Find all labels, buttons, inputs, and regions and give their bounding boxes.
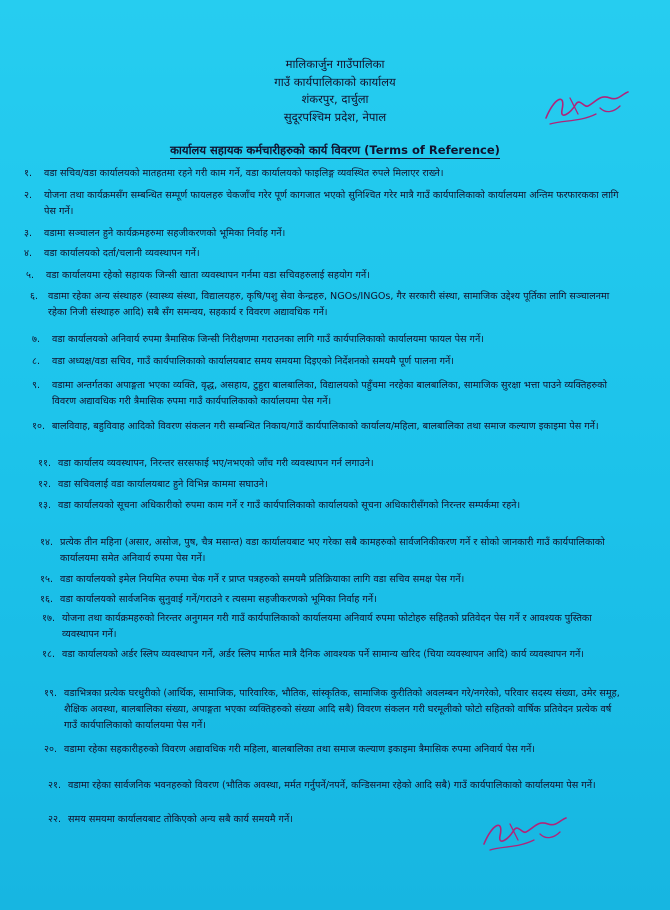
signature-bottom: [478, 808, 570, 858]
term-number: ८.: [32, 356, 41, 367]
term-number: ३.: [24, 228, 33, 239]
term-text: वडामा अन्तर्गतका अपाङ्गता भएका व्यक्ति, वृद्ध, असहाय, टुहुरा बालबालिका, विद्यालयको पहुँचमा नरहेका बालबालिका, सामाजिक सुरक्षा भत्ता पाउने व्यक्तिहरुको विवरण अद्यावधिक गरी त्रैमासिक रुपमा गाउँ कार्यपालिकाको कार्यालयमा पेस गर्ने।: [52, 380, 607, 407]
term-number: १७.: [42, 613, 56, 624]
term-number: ७.: [32, 334, 41, 345]
term-text: समय समयमा कार्यालयबाट तोकिएको अन्य सबै कार्य समयमै गर्ने।: [68, 814, 293, 825]
term-text: वडा कार्यालयमा रहेको सहायक जिन्सी खाता व्यवस्थापन गर्नमा वडा सचिवहरुलाई सहयोग गर्ने।: [46, 270, 370, 281]
term-text: वडामा रहेका अन्य संस्थाहरु (स्वास्थ्य संस्था, विद्यालयहरु, कृषि/पशु सेवा केन्द्रहरु, NGOs/INGOs, गैर सरकारी संस्था, सामाजिक उद्देश्य पूर्तिका लागि सञ्चालनमा रहेका निजी संस्थाहरु आदि) सबै सँग समन्वय, सहकार्य र विवरण अद्यावधिक गर्ने।: [48, 291, 610, 318]
term-number: १५.: [40, 574, 54, 585]
term-number: १४.: [40, 537, 54, 548]
document-title: कार्यालय सहायक कर्मचारीहरुको कार्य विवरण (Terms of Reference): [170, 143, 500, 157]
term-text: वडामा रहेका सार्वजनिक भवनहरुको विवरण (भौतिक अवस्था, मर्मत गर्नुपर्ने/नपर्ने, कन्डिसनमा रहेको आदि सबै) गाउँ कार्यपालिकाको कार्यालयमा पेस गर्ने।: [68, 780, 596, 791]
term-number: ६.: [30, 291, 39, 302]
term-text: वडा कार्यालयको अनिवार्य रुपमा त्रैमासिक जिन्सी निरीक्षणमा गराउनका लागि गाउँ कार्यपालिकाको कार्यालयमा फायल पेस गर्ने।: [52, 334, 484, 345]
term-text: वडा सचिवलाई वडा कार्यालयबाट हुने विभिन्न काममा सघाउने।: [58, 479, 268, 490]
term-text: बालविवाह, बहुविवाह आदिको विवरण संकलन गरी सम्बन्धित निकाय/गाउँ कार्यपालिकाको कार्यालय/महिला, बालबालिका तथा समाज कल्याण इकाइमा पेस गर्ने।: [52, 421, 599, 432]
term-text: वडा सचिव/वडा कार्यालयको मातहतमा रहने गरी काम गर्ने, वडा कार्यालयको फाइलिङ्ग व्यवस्थित रुपले मिलाएर राख्ने।: [44, 168, 444, 179]
term-number: १३.: [38, 500, 52, 511]
term-text: योजना तथा कार्यक्रमहरुको निरन्तर अनुगमन गरी गाउँ कार्यपालिकाको कार्यालयमा अनिवार्य रुपमा फोटोहरु सहितको प्रतिवेदन पेस गर्ने र आवश्यक पुस्तिका व्यवस्थापन गर्ने।: [62, 613, 592, 640]
term-text: वडा कार्यालयको अर्डर स्लिप व्यवस्थापन गर्ने, अर्डर स्लिप मार्फत मात्रै दैनिक आवश्यक पर्ने सामान्य खरिद (चिया व्यवस्थापन आदि) कार्य व्यवस्थापन गर्ने।: [62, 649, 584, 660]
term-text: वडामा सञ्चालन हुने कार्यक्रमहरुमा सहजीकरणको भूमिका निर्वाह गर्ने।: [44, 228, 286, 239]
term-number: ९.: [32, 380, 41, 391]
term-text: वडामा रहेका सहकारीहरुको विवरण अद्यावधिक गरी महिला, बालबालिका तथा समाज कल्याण इकाइमा त्रैमासिक रुपमा अनिवार्य पेस गर्ने।: [64, 744, 535, 755]
term-number: १९.: [44, 688, 58, 699]
term-number: १६.: [40, 594, 54, 605]
office-address: शंकरपुर, दार्चुला: [301, 92, 369, 106]
term-number: १२.: [38, 479, 52, 490]
signature-top: [540, 84, 632, 134]
term-text: वडाभित्रका प्रत्येक घरधुरीको (आर्थिक, सामाजिक, पारिवारिक, भौतिक, सांस्कृतिक, सामाजिक कुरीतिको अवलम्बन गरे/नगरेको, परिवार सदस्य संख्या, उमेर समूह, शैक्षिक अवस्था, बालबालिका संख्या, अपाङ्गता भएका व्यक्तिहरुको संख्या आदि सबै) विवरण संकलन गरी घरमूलीको फोटो सहितको वार्षिक प्रतिवेदन प्रत्येक वर्ष गाउँ कार्यपालिकाको कार्यालयमा पेस गर्ने।: [64, 688, 620, 731]
term-number: १८.: [42, 649, 56, 660]
term-number: १.: [24, 168, 33, 179]
term-text: वडा अध्यक्ष/वडा सचिव, गाउँ कार्यपालिकाको कार्यालयबाट समय समयमा दिइएको निर्देशनको समयमै पूर्ण पालना गर्ने।: [52, 356, 454, 367]
term-number: ४.: [24, 248, 33, 259]
term-number: २.: [24, 190, 33, 201]
term-text: वडा कार्यालयको दर्ता/चलानी व्यवस्थापन गर्ने।: [44, 248, 200, 259]
term-number: २१.: [48, 780, 62, 791]
municipality-name: मालिकार्जुन गाउँपालिका: [285, 57, 385, 71]
term-number: २२.: [48, 814, 62, 825]
term-text: प्रत्येक तीन महिना (असार, असोज, पुष, चैत्र मसान्त) वडा कार्यालयबाट भए गरेका सबै कामहरुको सार्वजनिकीकरण गर्ने र सोको जानकारी गाउँ कार्यपालिकाको कार्यालयमा समेत अनिवार्य रुपमा पेस गर्ने।: [60, 537, 605, 564]
term-text: वडा कार्यालयको इमेल नियमित रुपमा चेक गर्ने र प्राप्त पत्रहरुको समयमै प्रतिक्रियाका लागि वडा सचिव समक्ष पेस गर्ने।: [60, 574, 465, 585]
term-text: योजना तथा कार्यक्रमसँग सम्बन्धित सम्पूर्ण फायलहरु चेकजाँच गरेर पूर्ण कागजात भएको सुनिश्चित गरेर मात्रै गाउँ कार्यपालिकाको कार्यालयमा अन्तिम फरफारकका लागि पेस गर्ने।: [44, 190, 619, 217]
term-number: ५.: [26, 270, 35, 281]
term-text: वडा कार्यालयको सार्वजनिक सुनुवाई गर्ने/गराउने र त्यसमा सहजीकरणको भूमिका निर्वाह गर्ने।: [60, 594, 377, 605]
province-name: सुदूरपश्चिम प्रदेश, नेपाल: [283, 109, 387, 124]
term-text: वडा कार्यालयको सूचना अधिकारीको रुपमा काम गर्ने र गाउँ कार्यपालिकाको कार्यालयको सूचना अधिकारीसँगको निरन्तर सम्पर्कमा रहने।: [58, 500, 521, 511]
term-number: २०.: [44, 744, 58, 755]
term-number: १०.: [32, 421, 46, 432]
term-text: वडा कार्यालय व्यवस्थापन, निरन्तर सरसफाई भए/नभएको जाँच गरी व्यवस्थापन गर्न लगाउने।: [58, 458, 374, 469]
office-name: गाउँ कार्यपालिकाको कार्यालय: [274, 74, 396, 89]
term-number: ११.: [38, 458, 52, 469]
